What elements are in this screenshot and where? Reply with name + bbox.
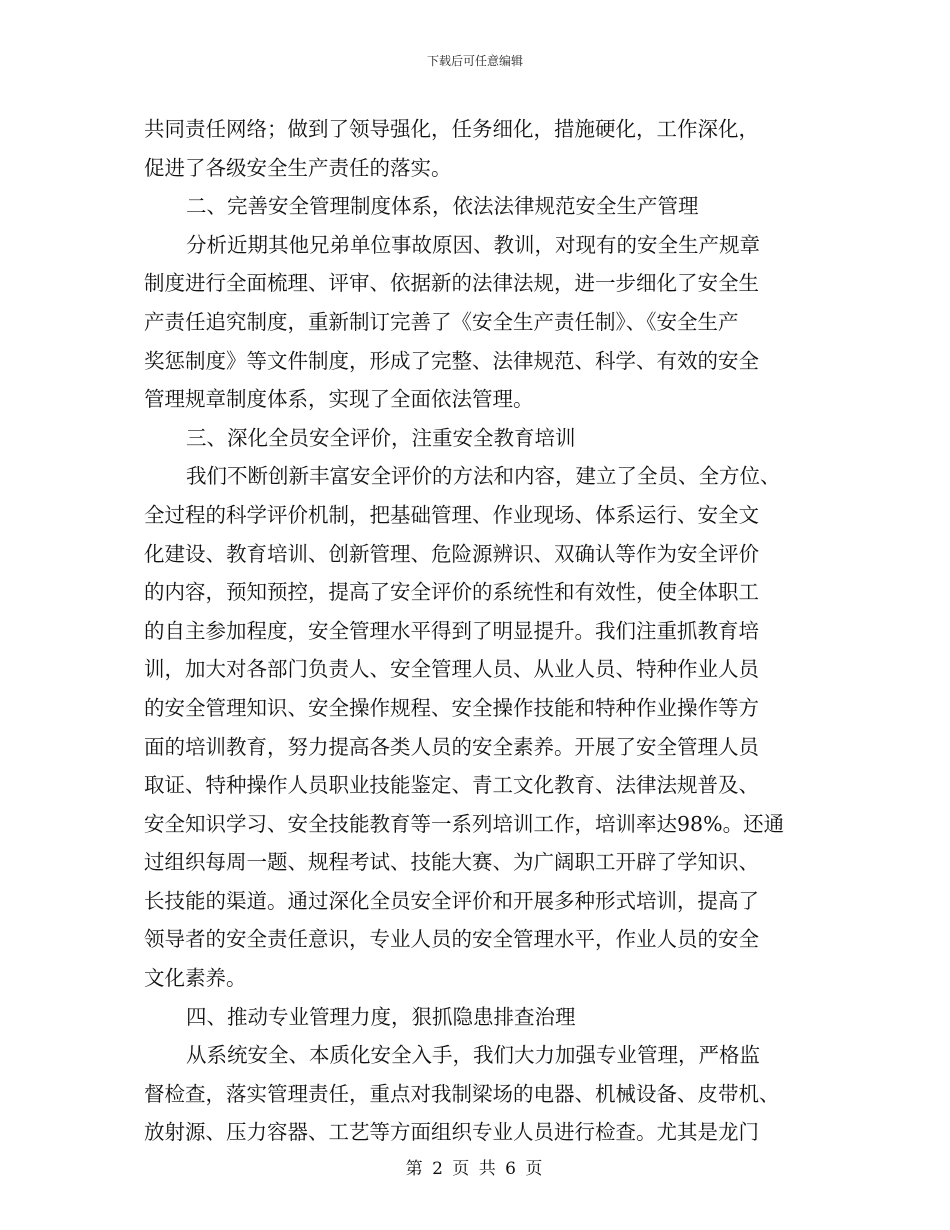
body-text: [144, 110, 804, 1152]
page-number: 第 2 页 共 6 页: [405, 1159, 545, 1179]
text-line: 文化素养。: [144, 966, 247, 991]
text-line: 全过程的科学评价机制，把基础管理、作业现场、体系运行、安全文: [144, 502, 759, 527]
text-line: 管理规章制度体系，实现了全面依法管理。: [144, 387, 534, 412]
text-line: 从系统安全、本质化安全入手，我们大力加强专业管理，严格监: [186, 1043, 760, 1068]
text-line: 安全知识学习、安全技能教育等一系列培训工作，培训率达98%。还通: [144, 811, 785, 836]
text-line: 督检查，落实管理责任，重点对我制梁场的电器、机械设备、皮带机、: [144, 1081, 780, 1106]
text-line: 的自主参加程度，安全管理水平得到了明显提升。我们注重抓教育培: [144, 618, 759, 643]
text-line: 奖惩制度》等文件制度，形成了完整、法律规范、科学、有效的安全: [144, 348, 759, 373]
text-line: 产责任追究制度，重新制订完善了《安全生产责任制》、《安全生产: [144, 309, 739, 334]
text-line: 的安全管理知识、安全操作规程、安全操作技能和特种作业操作等方: [144, 695, 759, 720]
text-line: 共同责任网络；做到了领导强化，任务细化，措施硬化，工作深化，: [144, 117, 759, 141]
text-line: 的内容，预知预控，提高了安全评价的系统性和有效性，使全体职工: [144, 580, 759, 605]
text-line: 训，加大对各部门负责人、安全管理人员、从业人员、特种作业人员: [144, 657, 759, 682]
text-line: 长技能的渠道。通过深化全员安全评价和开展多种形式培训，提高了: [144, 888, 759, 913]
text-line: 过组织每周一题、规程考试、技能大赛、为广阔职工开辟了学知识、: [144, 850, 759, 875]
text-line: 面的培训教育，努力提高各类人员的安全素养。开展了安全管理人员: [144, 734, 759, 759]
text-line: 分析近期其他兄弟单位事故原因、教训，对现有的安全生产规章: [186, 232, 760, 257]
section-heading-2: 二、完善安全管理制度体系，依法法律规范安全生产管理: [186, 194, 699, 219]
header-note: 下载后可任意编辑: [426, 54, 523, 68]
text-line: 我们不断创新丰富安全评价的方法和内容，建立了全员、全方位、: [186, 464, 781, 489]
text-line: 取证、特种操作人员职业技能鉴定、青工文化教育、法律法规普及、: [144, 773, 759, 798]
section-heading-4: 四、推动专业管理力度，狠抓隐患排查治理: [186, 1004, 576, 1029]
text-line: 制度进行全面梳理、评审、依据新的法律法规，进一步细化了安全生: [144, 271, 759, 296]
section-heading-3: 三、深化全员安全评价，注重安全教育培训: [186, 425, 576, 450]
text-line: 化建设、教育培训、创新管理、危险源辨识、双确认等作为安全评价: [144, 541, 759, 566]
text-line: 促进了各级安全生产责任的落实。: [144, 155, 452, 180]
text-line: 领导者的安全责任意识，专业人员的安全管理水平，作业人员的安全: [144, 927, 759, 952]
text-line: 放射源、压力容器、工艺等方面组织专业人员进行检查。尤其是龙门: [144, 1120, 759, 1145]
